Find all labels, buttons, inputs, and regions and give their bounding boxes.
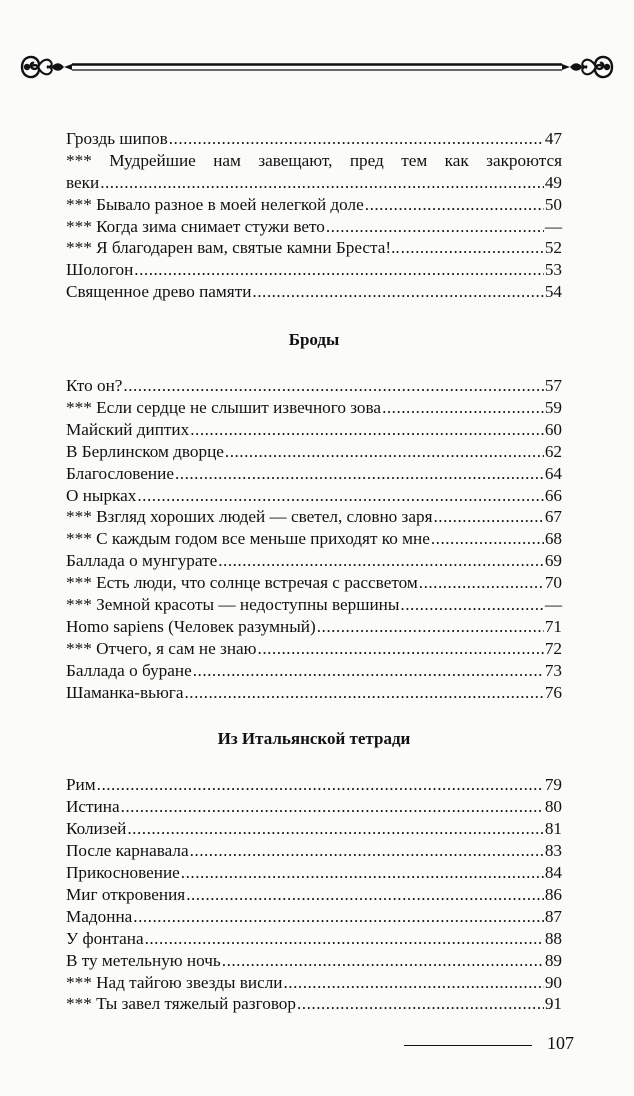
toc-entry: *** Земной красоты — недоступны вершины ..... — [66, 594, 562, 616]
toc-entry: Миг откровения ..... 86 [66, 884, 562, 906]
toc-entry: Гроздь шипов ..... 47 [66, 128, 562, 150]
toc-entry: Майский диптих ..... 60 [66, 419, 562, 441]
toc-entry: *** Ты завел тяжелый разговор ..... 91 [66, 993, 562, 1015]
toc-entry: Шаманка-вьюга ..... 76 [66, 682, 562, 704]
toc-entry: *** Отчего, я сам не знаю ..... 72 [66, 638, 562, 660]
toc-entry: У фонтана ..... 88 [66, 928, 562, 950]
table-of-contents [66, 128, 562, 1015]
section-heading: Броды [288, 330, 340, 350]
toc-entry: *** С каждым годом все меньше приходят ко мне ..... 68 [66, 528, 562, 550]
toc-section-1 [66, 128, 562, 303]
toc-entry: *** Над тайгою звезды висли ..... 90 [66, 972, 562, 994]
toc-entry: веки ..... 49 [66, 172, 562, 194]
toc-entry: Рим ..... 79 [66, 774, 562, 796]
header-ornament [18, 44, 616, 90]
page-number: 107 [547, 1033, 574, 1053]
toc-entry: Баллада о буране ..... 73 [66, 660, 562, 682]
toc-entry: Кто он? ..... 57 [66, 375, 562, 397]
toc-entry: Колизей ..... 81 [66, 818, 562, 840]
toc-entry: *** Бывало разное в моей нелегкой доле ..... 50 [66, 194, 562, 216]
toc-entry: Прикосновение ..... 84 [66, 862, 562, 884]
toc-entry: *** Я благодарен вам, святые камни Бреста!.. ..... 52 [66, 237, 562, 259]
toc-entry: В ту метельную ночь ..... 89 [66, 950, 562, 972]
toc-entry: Истина ..... 80 [66, 796, 562, 818]
toc-entry: Homo sapiens (Человек разумный) ..... 71 [66, 616, 562, 638]
toc-entry: Благословение ..... 64 [66, 463, 562, 485]
section-heading: Из Итальянской тетради [217, 729, 411, 749]
footer-rule [404, 1045, 532, 1046]
toc-section-3 [66, 774, 562, 1015]
toc-entry-title-wrapped: *** Мудрейшие нам завещают, пред тем как закроются [66, 150, 562, 170]
toc-entry: *** Когда зима снимает стужи вето ..... — [66, 216, 562, 238]
toc-entry: *** Если сердце не слышит извечного зова ..... 59 [66, 397, 562, 419]
toc-entry: Мадонна ..... 87 [66, 906, 562, 928]
toc-entry: После карнавала ..... 83 [66, 840, 562, 862]
toc-entry: Шологон ..... 53 [66, 259, 562, 281]
toc-entry: *** Есть люди, что солнце встречая с рассветом ..... 70 [66, 572, 562, 594]
toc-entry: *** Взгляд хороших людей — светел, словно заря ..... 67 [66, 506, 562, 528]
toc-section-2 [66, 375, 562, 703]
toc-entry: В Берлинском дворце ..... 62 [66, 441, 562, 463]
toc-entry: Баллада о мунгурате ..... 69 [66, 550, 562, 572]
toc-entry: О нырках ..... 66 [66, 485, 562, 507]
toc-entry: Священное древо памяти ..... 54 [66, 281, 562, 303]
